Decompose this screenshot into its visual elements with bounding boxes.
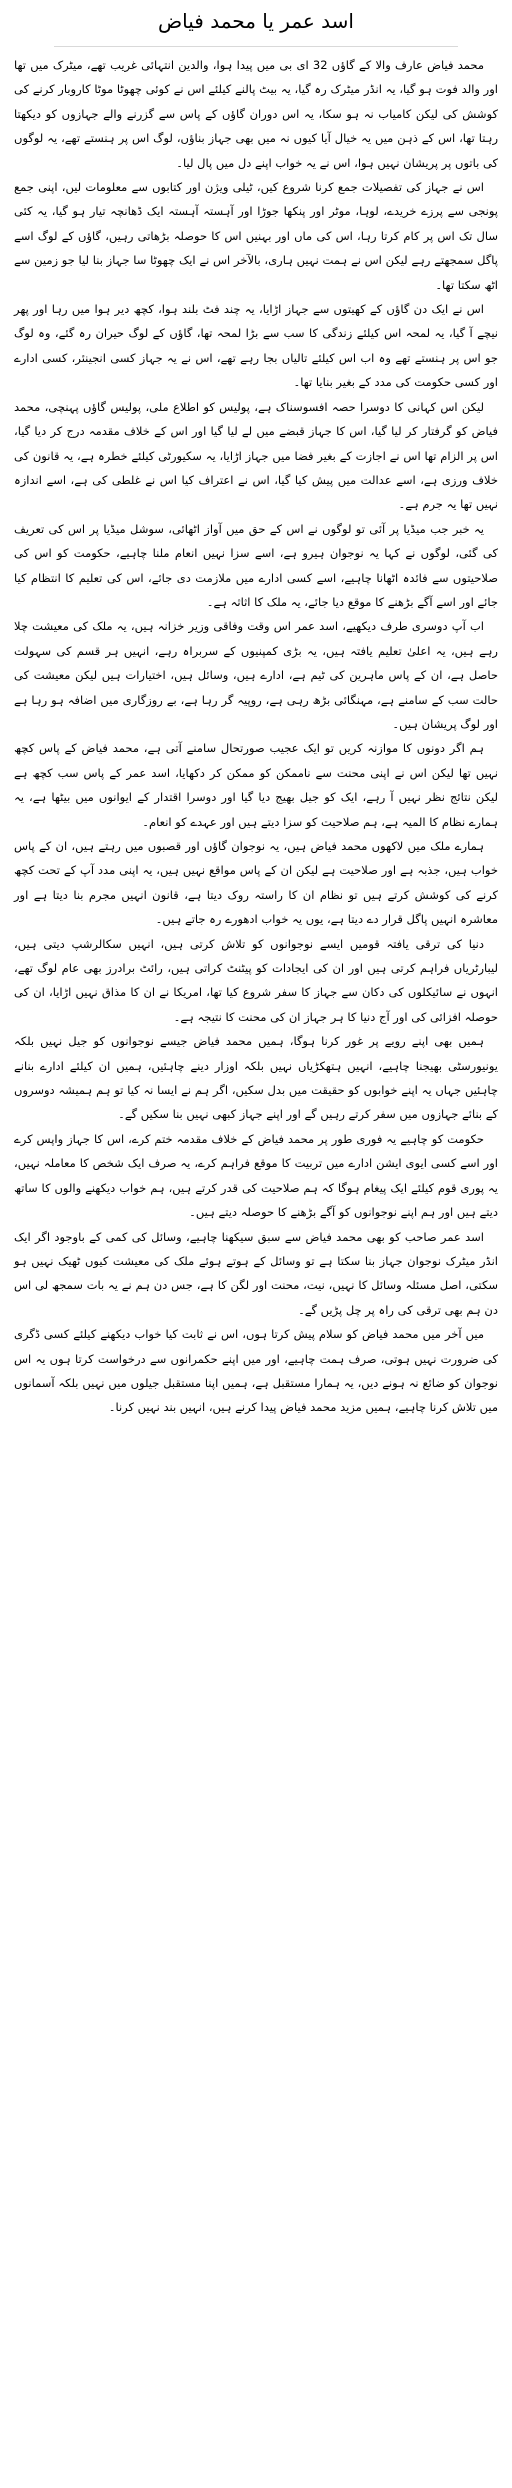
article-paragraph: محمد فیاض عارف والا کے گاؤں 32 ای بی میں پیدا ہوا، والدین انتہائی غریب تھے، میٹرک میں تھا اور والد فوت ہو گیا، یہ انڈر میٹرک رہ گیا، یہ بیٹ پالنے کیلئے اس نے کوئی چھوٹا موٹا کاروبار کرنے کی کوشش کی لیکن کامیاب نہ ہو سکا، یہ اس دوران گاؤں کے پاس سے گزرنے والے جہازوں کو دیکھتا رہتا تھا، اس کے ذہن میں یہ خیال آیا کیوں نہ میں بھی جہاز بناؤں، لوگ اس پر ہنستے تھے، یہ لوگوں کی باتوں پر پریشان نہیں ہوا، اس نے یہ خواب اپنے دل میں پال لیا۔ [14,58,498,170]
article-paragraph: اب آپ دوسری طرف دیکھیے، اسد عمر اس وقت وفاقی وزیر خزانہ ہیں، یہ ملک کی معیشت چلا رہے ہیں، یہ اعلیٰ تعلیم یافتہ ہیں، یہ بڑی کمپنیوں کے سربراہ رہے، انہیں ہر قسم کی سہولت حاصل ہے، ان کے پاس ماہرین کی ٹیم ہے، ادارے ہیں، وسائل ہیں، اختیارات ہیں لیکن معیشت کی حالت سب کے سامنے ہے، مہنگائی بڑھ رہی ہے، روپیہ گر رہا ہے، بے روزگاری میں اضافہ ہو رہا ہے اور لوگ پریشان ہیں۔ [14,619,498,731]
article-paragraph: لیکن اس کہانی کا دوسرا حصہ افسوسناک ہے، پولیس کو اطلاع ملی، پولیس گاؤں پہنچی، محمد فیاض کو گرفتار کر لیا گیا، اس کا جہاز قبضے میں لے لیا گیا اور اس کے خلاف مقدمہ درج کر دیا گیا، اس پر الزام تھا اس نے اجازت کے بغیر فضا میں جہاز اڑایا، یہ سکیورٹی کیلئے خطرہ ہے، یہ قانون کی خلاف ورزی ہے، اسے عدالت میں پیش کیا گیا، اس نے اعتراف کیا اس نے غلطی کی ہے، اسے اندازہ نہیں تھا یہ جرم ہے۔ [14,399,498,512]
article-paragraph: یہ خبر جب میڈیا پر آئی تو لوگوں نے اس کے حق میں آواز اٹھائی، سوشل میڈیا پر اس کی تعریف کی گئی، لوگوں نے کہا یہ نوجوان ہیرو ہے، اسے سزا نہیں انعام ملنا چاہیے، حکومت کو اس کی صلاحیتوں سے فائدہ اٹھانا چاہیے، اسے کسی ادارے میں ملازمت دی جائے، اس کی تعلیم کا انتظام کیا جائے اور اسے آگے بڑھنے کا موقع دیا جائے، یہ ملک کا اثاثہ ہے۔ [14,521,498,609]
article-paragraph: ہم اگر دونوں کا موازنہ کریں تو ایک عجیب صورتحال سامنے آتی ہے، محمد فیاض کے پاس کچھ نہیں تھا لیکن اس نے اپنی محنت سے ناممکن کو ممکن کر دکھایا، اسد عمر کے پاس سب کچھ ہے لیکن نتائج نظر نہیں آ رہے، ایک کو جیل بھیج دیا گیا اور دوسرا اقتدار کے ایوانوں میں بیٹھا ہے، یہ ہمارے نظام کا المیہ ہے، ہم صلاحیت کو سزا دیتے ہیں اور عہدے کو انعام۔ [14,741,498,829]
article-paragraph: ہمیں بھی اپنے رویے پر غور کرنا ہوگا، ہمیں محمد فیاض جیسے نوجوانوں کو جیل نہیں بلکہ یونیورسٹی بھیجنا چاہیے، انہیں ہتھکڑیاں نہیں بلکہ اوزار دینے چاہئیں، ہمیں ان کیلئے ادارے بنانے چاہئیں جہاں یہ اپنے خوابوں کو حقیقت میں بدل سکیں، اگر ہم نے ایسا نہ کیا تو ہم ہمیشہ دوسروں کے بنائے جہازوں میں سفر کرتے رہیں گے اور اپنے جہاز کبھی نہیں بنا سکیں گے۔ [14,1034,498,1122]
article-paragraph: میں آخر میں محمد فیاض کو سلام پیش کرتا ہوں، اس نے ثابت کیا خواب دیکھنے کیلئے کسی ڈگری کی ضرورت نہیں ہوتی، صرف ہمت چاہیے، اور میں اپنے حکمرانوں سے درخواست کرتا ہوں یہ اس نوجوان کو ضائع نہ ہونے دیں، یہ ہمارا مستقبل ہے، ہمیں اپنا مستقبل جیلوں میں نہیں بلکہ آسمانوں میں تلاش کرنا چاہیے، ہمیں مزید محمد فیاض پیدا کرنے ہیں، انہیں بند نہیں کرنا۔ [14,1327,498,1415]
article-paragraph: اس نے ایک دن گاؤں کے کھیتوں سے جہاز اڑایا، یہ چند فٹ بلند ہوا، کچھ دیر ہوا میں رہا اور پھر نیچے آ گیا، یہ لمحہ اس کیلئے زندگی کا سب سے بڑا لمحہ تھا، گاؤں کے لوگ حیران رہ گئے، وہ لوگ جو اس پر ہنستے تھے وہ اب اس کیلئے تالیاں بجا رہے تھے، اس نے یہ جہاز کسی انجینئر، کسی ادارے اور کسی حکومت کی مدد کے بغیر بنایا تھا۔ [14,302,498,390]
article-paragraph: ہمارے ملک میں لاکھوں محمد فیاض ہیں، یہ نوجوان گاؤں اور قصبوں میں رہتے ہیں، ان کے پاس خواب ہیں، جذبہ ہے اور صلاحیت ہے لیکن ان کے پاس مواقع نہیں ہیں، یہ اپنی مدد آپ کے تحت کچھ کرنے کی کوشش کرتے ہیں تو نظام ان کا راستہ روک دیتا ہے، قانون انہیں مجرم بنا دیتا ہے اور معاشرہ انہیں پاگل قرار دے دیتا ہے، یوں یہ خواب ادھورے رہ جاتے ہیں۔ [14,839,498,927]
article-paragraph: اس نے جہاز کی تفصیلات جمع کرنا شروع کیں، ٹیلی ویژن اور کتابوں سے معلومات لیں، اپنی جمع پونجی سے پرزے خریدے، لوہا، موٹر اور پنکھا جوڑا اور آہستہ آہستہ ایک ڈھانچہ تیار ہو گیا، یہ کئی سال تک اس پر کام کرتا رہا، اس کی ماں اور بہنیں اس کا حوصلہ بڑھاتی رہیں، گاؤں کے لوگ اسے پاگل سمجھتے رہے لیکن اس نے ہمت نہیں ہاری، بالآخر اس نے ایک چھوٹا سا جہاز بنا لیا جو زمین سے اٹھ سکتا تھا۔ [14,180,498,292]
article-title: اسد عمر یا محمد فیاض [158,9,354,33]
article-paragraph: حکومت کو چاہیے یہ فوری طور پر محمد فیاض کے خلاف مقدمہ ختم کرے، اس کا جہاز واپس کرے اور اسے کسی ایوی ایشن ادارے میں تربیت کا موقع فراہم کرے، یہ صرف ایک شخص کا معاملہ نہیں، یہ پوری قوم کیلئے ایک پیغام ہوگا کہ ہم صلاحیت کی قدر کرتے ہیں، ہم خواب دیکھنے والوں کا ساتھ دیتے ہیں اور ہم اپنے نوجوانوں کو آگے بڑھنے کا حوصلہ دیتے ہیں۔ [14,1131,498,1220]
article-body [14,53,498,1420]
article-paragraph: دنیا کی ترقی یافتہ قومیں ایسے نوجوانوں کو تلاش کرتی ہیں، انہیں سکالرشپ دیتی ہیں، لیبارٹریاں فراہم کرتی ہیں اور ان کی ایجادات کو پیٹنٹ کراتی ہیں، رائٹ برادرز بھی عام لوگ تھے، انہوں نے سائیکلوں کی دکان سے جہاز کا سفر شروع کیا تھا، امریکا نے ان کا مذاق نہیں اڑایا، ان کی حوصلہ افزائی کی اور آج دنیا کا ہر جہاز ان کی محنت کا نتیجہ ہے۔ [14,936,498,1024]
title-divider [54,46,458,47]
article-paragraph: اسد عمر صاحب کو بھی محمد فیاض سے سبق سیکھنا چاہیے، وسائل کی کمی کے باوجود اگر ایک انڈر میٹرک نوجوان جہاز بنا سکتا ہے تو وسائل کے ہوتے ہوئے ملک کی معیشت کیوں ٹھیک نہیں ہو سکتی، اصل مسئلہ وسائل کا نہیں، نیت، محنت اور لگن کا ہے، جس دن ہم نے یہ بات سمجھ لی اس دن ہم بھی ترقی کی راہ پر چل پڑیں گے۔ [14,1229,498,1317]
